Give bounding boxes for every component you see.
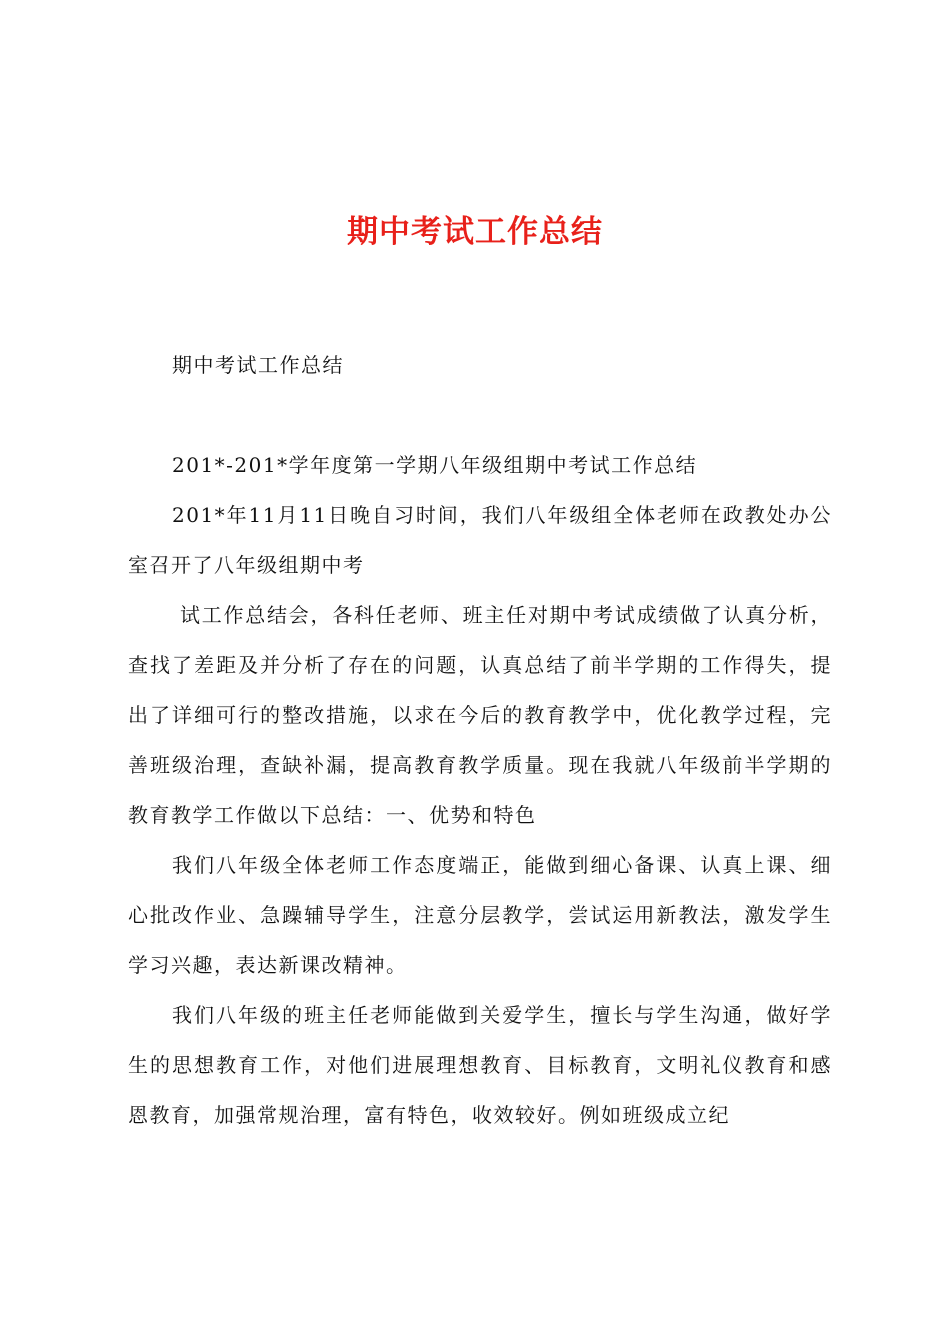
document-title: 期中考试工作总结: [347, 214, 603, 250]
paragraph-4: 我们八年级全体老师工作态度端正，能做到细心备课、认真上课、细心批改作业、急躁辅导学生，注意分层教学，尝试运用新教法，激发学生学习兴趣，表达新课改精神。: [128, 853, 832, 977]
paragraph-2: 201*年11月11日晚自习时间，我们八年级组全体老师在政教处办公室召开了八年级组期中考: [128, 503, 832, 577]
paragraph-3: 试工作总结会，各科任老师、班主任对期中考试成绩做了认真分析，查找了差距及并分析了存在的问题，认真总结了前半学期的工作得失，提出了详细可行的整改措施，以求在今后的教育教学中，优化教学过程，完善班级治理，查缺补漏，提高教育教学质量。现在我就八年级前半学期的教育教学工作做以下总结：一、优势和特色: [128, 603, 832, 827]
document-subtitle: 期中考试工作总结: [172, 353, 344, 377]
document-body: [128, 440, 832, 1140]
paragraph-1: 201*-201*学年度第一学期八年级组期中考试工作总结: [172, 453, 698, 477]
document-subtitle-block: [128, 340, 832, 390]
paragraph-5: 我们八年级的班主任老师能做到关爱学生，擅长与学生沟通，做好学生的思想教育工作，对他们进展理想教育、目标教育，文明礼仪教育和感恩教育，加强常规治理，富有特色，收效较好。例如班级成立纪: [128, 1003, 832, 1127]
